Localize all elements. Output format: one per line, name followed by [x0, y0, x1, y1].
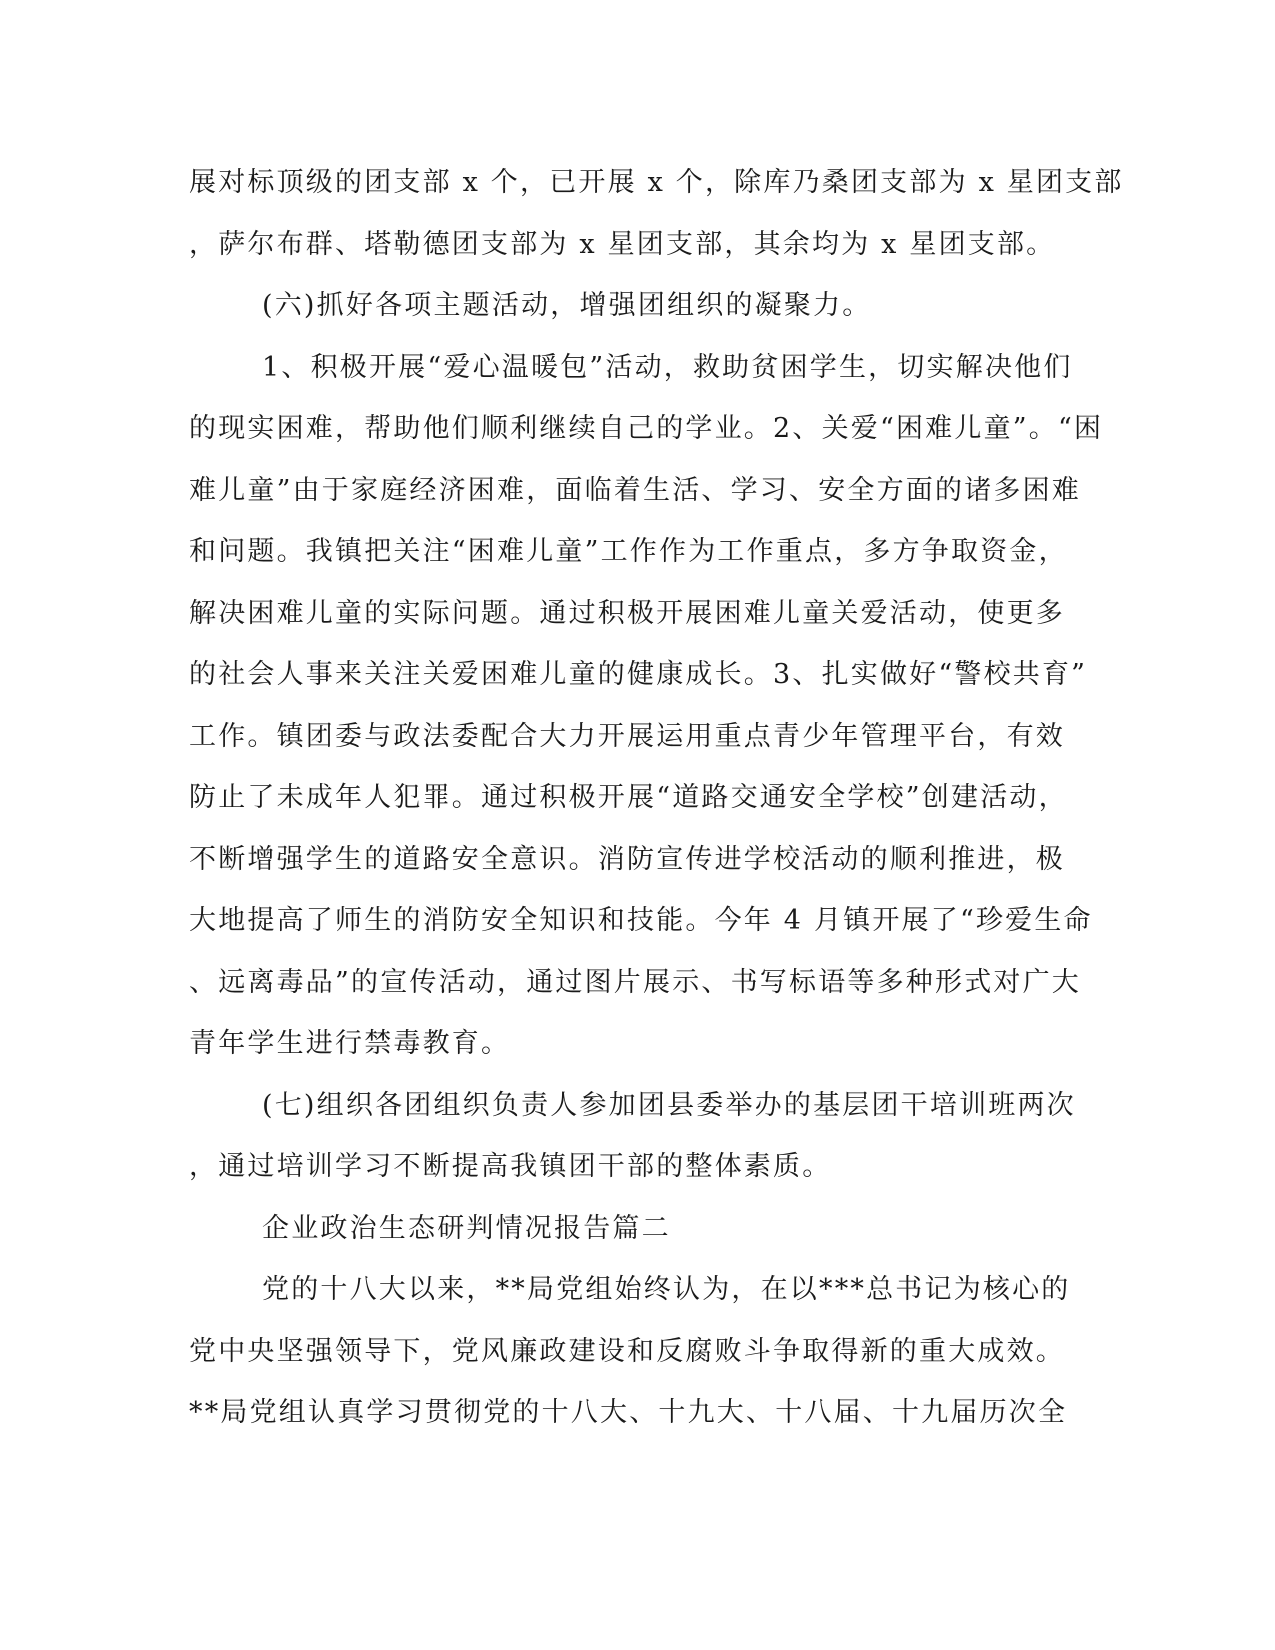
- text-line: 难儿童”由于家庭经济困难，面临着生活、学习、安全方面的诸多困难: [189, 474, 1082, 506]
- text-line: 展对标顶级的团支部 x 个，已开展 x 个，除库乃桑团支部为 x 星团支部: [189, 167, 1124, 198]
- text-line: 不断增强学生的道路安全意识。消防宣传进学校活动的顺利推进，极: [189, 843, 1065, 875]
- text-line: 解决困难儿童的实际问题。通过积极开展困难儿童关爱活动，使更多: [189, 597, 1065, 629]
- text-line: 工作。镇团委与政法委配合大力开展运用重点青少年管理平台，有效: [189, 720, 1065, 752]
- text-line: 防止了未成年人犯罪。通过积极开展“道路交通安全学校”创建活动，: [189, 782, 1068, 813]
- text-line: 、远离毒品”的宣传活动，通过图片展示、书写标语等多种形式对广大: [189, 966, 1082, 998]
- text-line: ，通过培训学习不断提高我镇团干部的整体素质。: [189, 1151, 832, 1182]
- text-line: 党中央坚强领导下，党风廉政建设和反腐败斗争取得新的重大成效。: [189, 1335, 1065, 1367]
- section-heading: (七)组织各团组织负责人参加团县委举办的基层团干培训班两次: [262, 1089, 1076, 1121]
- text-line: **局党组认真学习贯彻党的十八大、十九大、十八届、十九届历次全: [189, 1397, 1068, 1428]
- text-line: 青年学生进行禁毒教育。: [189, 1028, 511, 1059]
- text-line: 党的十八大以来，**局党组始终认为，在以***总书记为核心的: [262, 1274, 1071, 1305]
- text-line: 1、积极开展“爱心温暖包”活动，救助贫困学生，切实解决他们: [262, 351, 1073, 383]
- article-title: 企业政治生态研判情况报告篇二: [262, 1212, 671, 1244]
- text-line: 和问题。我镇把关注“困难儿童”工作作为工作重点，多方争取资金，: [189, 536, 1068, 567]
- text-line: 大地提高了师生的消防安全知识和技能。今年 4 月镇开展了“珍爱生命: [189, 905, 1093, 936]
- section-heading: (六)抓好各项主题活动，增强团组织的凝聚力。: [262, 290, 872, 321]
- text-line: 的社会人事来关注关爱困难儿童的健康成长。3、扎实做好“警校共育”: [189, 659, 1088, 690]
- text-line: ，萨尔布群、塔勒德团支部为 x 星团支部，其余均为 x 星团支部。: [189, 228, 1056, 260]
- text-line: 的现实困难，帮助他们顺利继续自己的学业。2、关爱“困难儿童”。“困: [189, 413, 1104, 444]
- document-body: [189, 163, 1124, 1455]
